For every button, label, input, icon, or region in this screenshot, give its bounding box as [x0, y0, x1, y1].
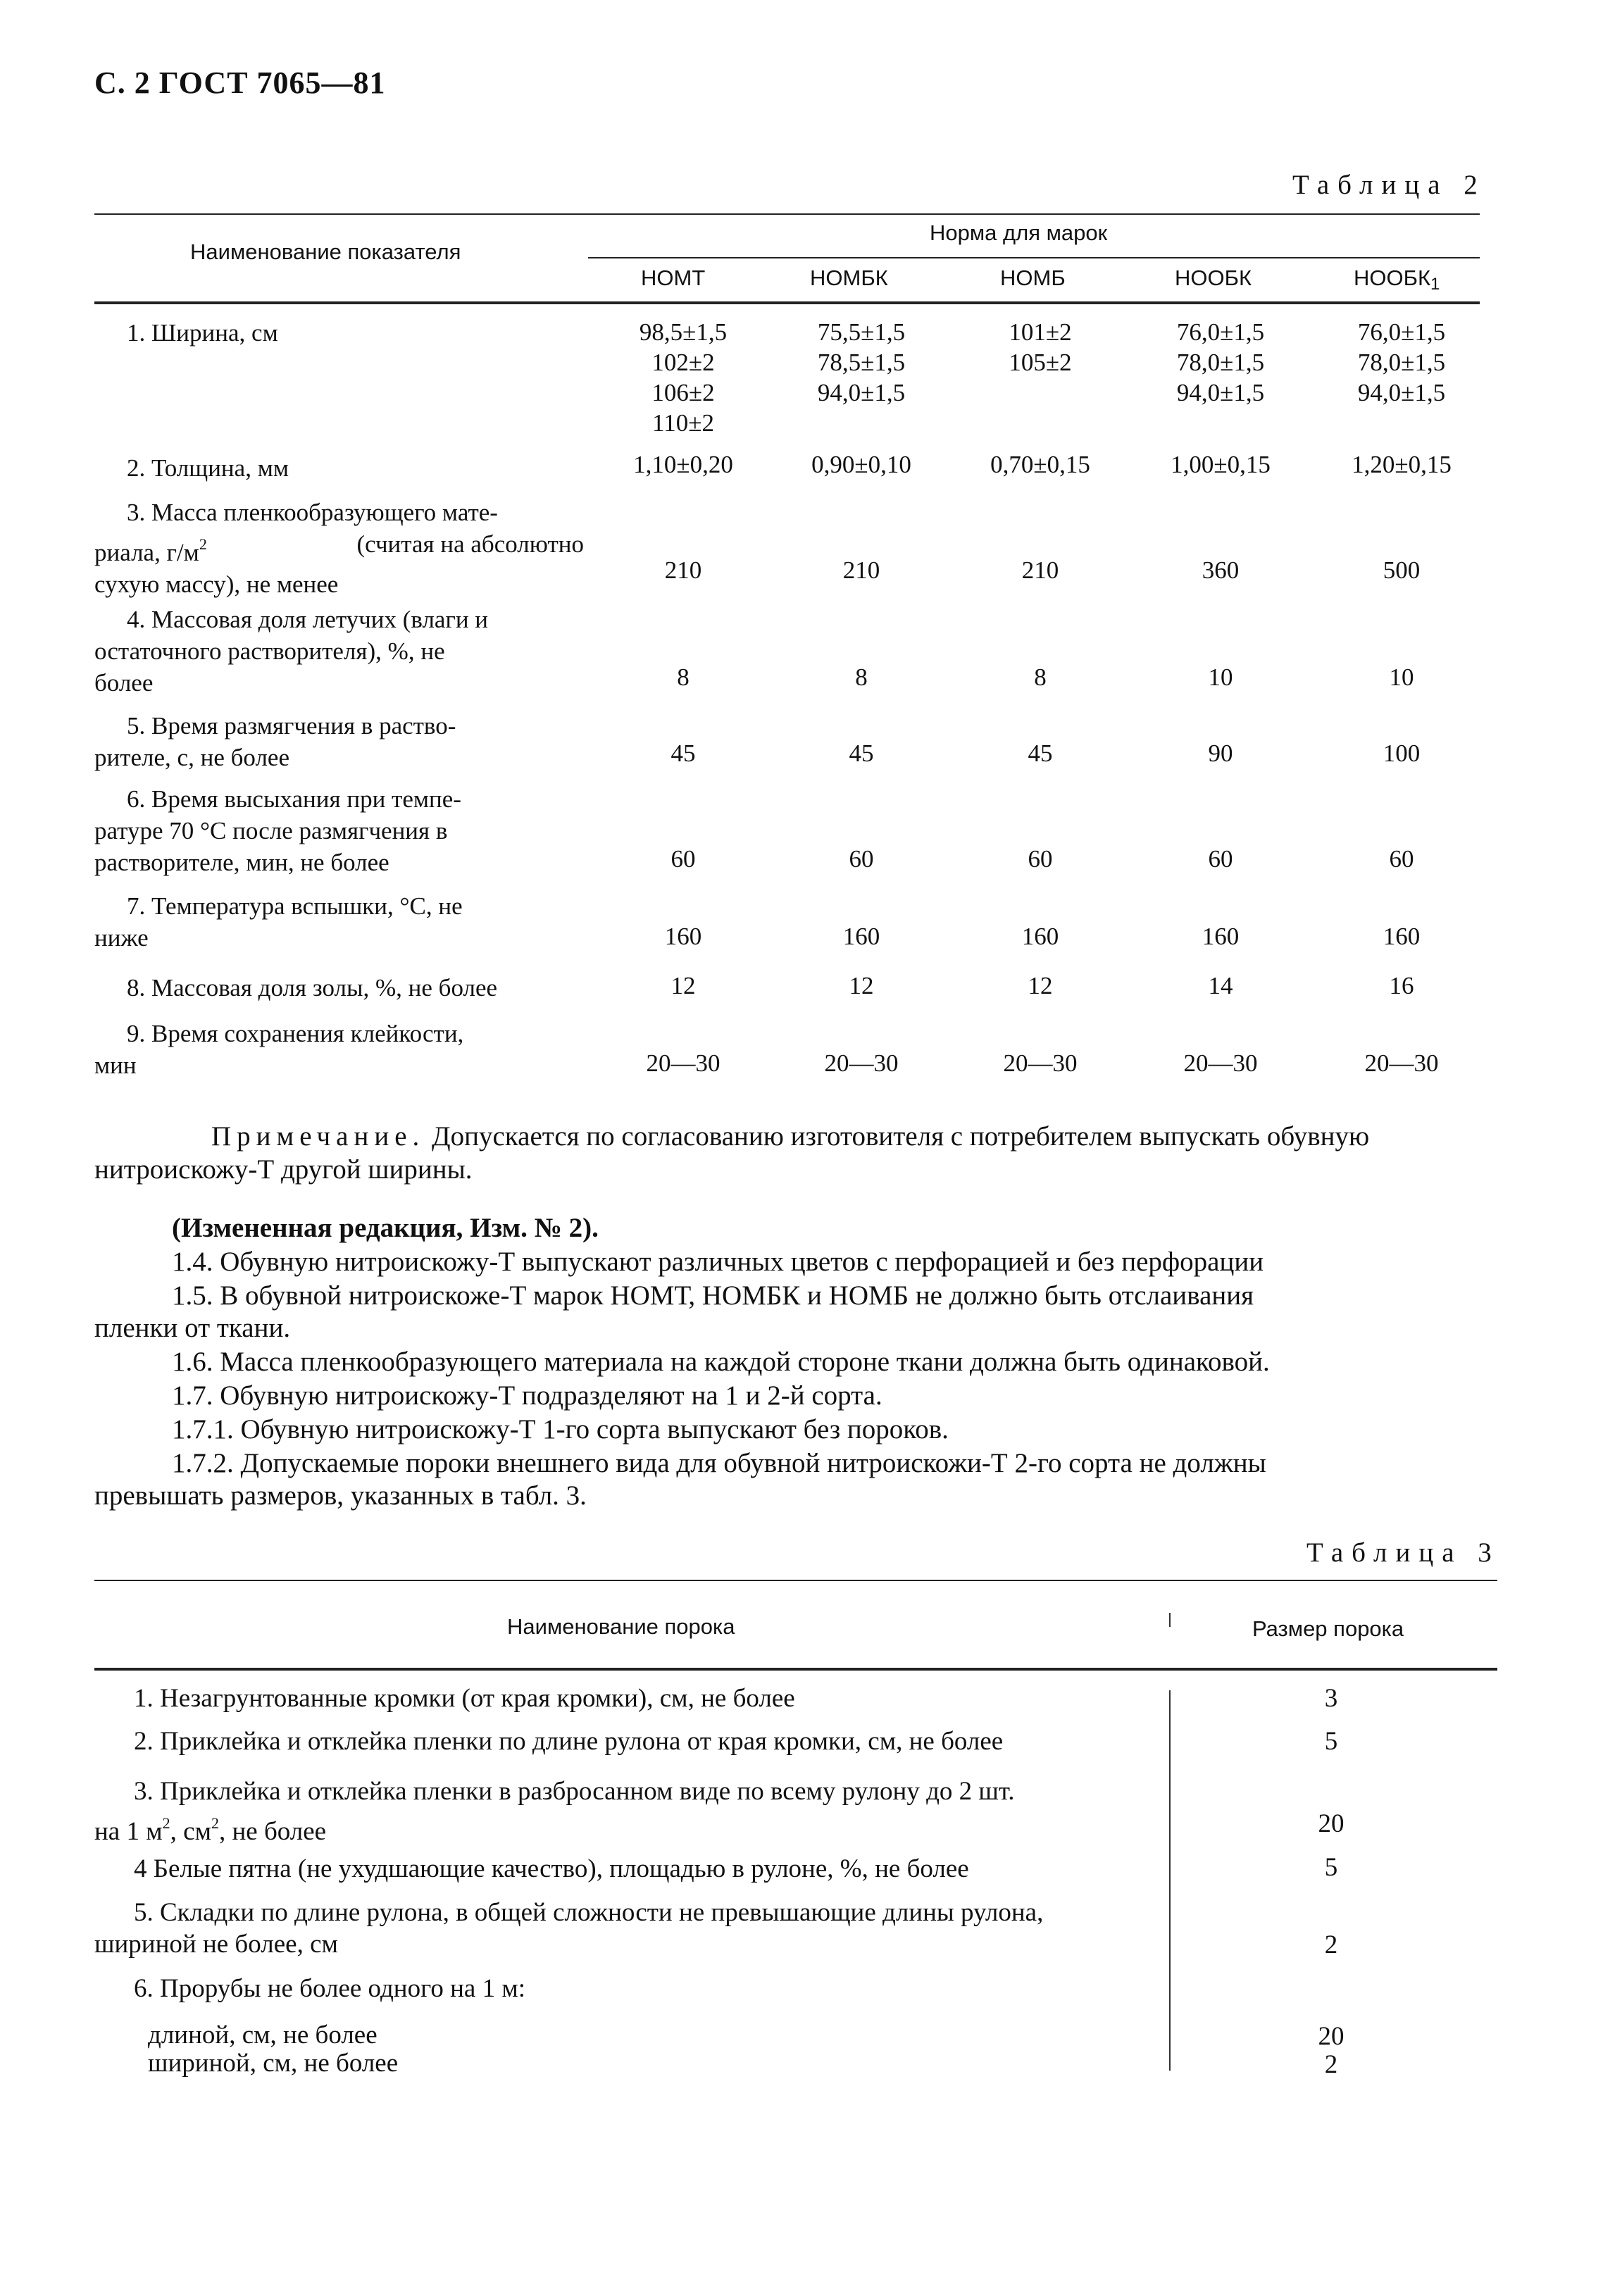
- t2-r3-c2: 210: [842, 556, 880, 584]
- t2-r9-c3: 20—30: [1003, 1049, 1078, 1077]
- t2-r9-c2: 20—30: [824, 1049, 899, 1077]
- brand-header-noobk: НООБК: [1175, 266, 1252, 290]
- table2-group-rule: [588, 257, 1480, 258]
- clause-1-5: 1.5. В обувной нитроискоже-Т марок НОМТ, НОМБК и НОМБ не должно быть отслаивания: [172, 1280, 1254, 1311]
- t3-row6a-label: длиной, см, не более: [148, 2021, 378, 2049]
- t2-r5-c4: 90: [1208, 740, 1233, 767]
- table3-caption: Таблица 3: [1306, 1537, 1500, 1568]
- clause-1-7-1: 1.7.1. Обувную нитроискожу-Т 1-го сорта выпускают без пороков.: [172, 1414, 949, 1445]
- table3-header-rule: [94, 1668, 1497, 1671]
- clause-1-7: 1.7. Обувную нитроискожу-Т подразделяют на 1 и 2-й сорта.: [172, 1380, 882, 1411]
- t3-row5-value: 2: [1324, 1930, 1338, 1959]
- brand-header-noobk1: $НООБК_1$: [1354, 266, 1440, 294]
- table3-header-divider: [1169, 1613, 1171, 1627]
- t3-row5-label-cont: шириной не более, см: [94, 1930, 338, 1959]
- t2-r1-c3: 101±2 105±2: [1009, 318, 1072, 376]
- t3-row1-value: 3: [1324, 1684, 1338, 1713]
- table3-top-rule: [94, 1580, 1497, 1581]
- t2-row9-label: 9. Время сохранения клейкости, мин: [94, 1020, 464, 1079]
- t2-row4-label: 4. Массовая доля летучих (влаги и остаточного растворителя), %, не более: [94, 606, 489, 697]
- t3-row2-value: 5: [1324, 1727, 1338, 1756]
- t3-row3-label: 3. Приклейка и отклейка пленки в разбросанном виде по всему рулону до 2 шт.: [134, 1777, 1015, 1806]
- t3-row3-label-cont: на 1 $м^2$, $см^2$, не более: [94, 1814, 327, 1846]
- t2-r1-c2: 75,5±1,5 78,5±1,5 94,0±1,5: [817, 318, 906, 406]
- t2-r5-c5: 100: [1383, 740, 1421, 767]
- t2-r8-c5: 16: [1389, 972, 1414, 999]
- table2-header-rule: [94, 301, 1480, 304]
- t3-row6b-value: 2: [1324, 2050, 1338, 2079]
- t2-row2-label: 2. Толщина, мм: [127, 454, 289, 482]
- brand-header-nomb: НОМБ: [1000, 266, 1066, 290]
- t2-r3-c4: 360: [1202, 556, 1240, 584]
- t2-r6-c4: 60: [1208, 845, 1233, 873]
- table2-note-cont: нитроискожу-Т другой ширины.: [94, 1154, 473, 1185]
- t2-r6-c3: 60: [1028, 845, 1053, 873]
- brand-header-nombk: НОМБК: [810, 266, 888, 290]
- t3-row1-label: 1. Незагрунтованные кромки (от края кромки), см, не более: [134, 1684, 795, 1713]
- t2-r2-c4: 1,00±0,15: [1171, 451, 1271, 478]
- t2-r1-c4: 76,0±1,5 78,0±1,5 94,0±1,5: [1176, 318, 1265, 406]
- t2-r8-c1: 12: [670, 972, 696, 999]
- table3-col1-header: Наименование порока: [507, 1614, 735, 1639]
- t3-row6a-value: 20: [1318, 2022, 1345, 2051]
- clause-1-5-cont: пленки от ткани.: [94, 1313, 291, 1343]
- t2-r8-c3: 12: [1028, 972, 1053, 999]
- t2-r7-c1: 160: [664, 923, 702, 950]
- t2-r3-c5: 500: [1383, 556, 1421, 584]
- t2-r6-c2: 60: [849, 845, 874, 873]
- t2-r5-c2: 45: [849, 740, 874, 767]
- t2-r2-c2: 0,90±0,10: [811, 451, 911, 478]
- t2-r9-c5: 20—30: [1364, 1049, 1439, 1077]
- t2-r4-c3: 8: [1034, 663, 1047, 691]
- t2-r2-c3: 0,70±0,15: [990, 451, 1090, 478]
- table2-top-rule: [94, 213, 1480, 215]
- t2-row7-label: 7. Температура вспышки, °С, не ниже: [94, 892, 463, 952]
- t3-row4-label: 4 Белые пятна (не ухудшающие качество), площадью в рулоне, %, не более: [134, 1854, 969, 1883]
- brand-header-nomt: НОМТ: [641, 266, 706, 290]
- t3-row2-label: 2. Приклейка и отклейка пленки по длине рулона от края кромки, см, не более: [134, 1727, 1004, 1756]
- t2-row8-label: 8. Массовая доля золы, %, не более: [127, 974, 498, 1002]
- page-header: С. 2 ГОСТ 7065—81: [94, 65, 386, 100]
- t2-r2-c5: 1,20±0,15: [1352, 451, 1452, 478]
- t2-r6-c5: 60: [1389, 845, 1414, 873]
- t3-row5-label: 5. Складки по длине рулона, в общей сложности не превышающие длины рулона,: [134, 1898, 1044, 1927]
- t2-row3-label: 3. Масса пленкообразующего мате- риала, $г/м^2$ (считая на абсолютно сухую массу), не менее: [94, 499, 584, 598]
- t2-r7-c3: 160: [1021, 923, 1059, 950]
- clause-1-4: 1.4. Обувную нитроискожу-Т выпускают различных цветов с перфорацией и без перфорации: [172, 1247, 1264, 1277]
- t2-r2-c1: 1,10±0,20: [633, 451, 733, 478]
- t2-r1-c5: 76,0±1,5 78,0±1,5 94,0±1,5: [1357, 318, 1446, 406]
- t2-r7-c2: 160: [842, 923, 880, 950]
- t2-r4-c4: 10: [1208, 663, 1233, 691]
- t3-row4-value: 5: [1324, 1853, 1338, 1882]
- t2-r7-c5: 160: [1383, 923, 1421, 950]
- t2-r8-c2: 12: [849, 972, 874, 999]
- revision-note: (Измененная редакция, Изм. № 2).: [172, 1213, 599, 1243]
- t2-r9-c4: 20—30: [1183, 1049, 1258, 1077]
- t2-row5-label: 5. Время размягчения в раство- рителе, с, не более: [94, 712, 456, 771]
- t2-row6-label: 6. Время высыхания при темпе- ратуре 70 °С после размягчения в растворителе, мин, не более: [94, 785, 461, 876]
- t2-row1-label: 1. Ширина, см: [127, 319, 278, 347]
- t2-r5-c1: 45: [670, 740, 696, 767]
- t3-row6b-label: шириной, см, не более: [148, 2049, 399, 2078]
- clause-1-6: 1.6. Масса пленкообразующего материала на каждой стороне ткани должна быть одинаковой.: [172, 1347, 1270, 1377]
- t2-r4-c5: 10: [1389, 663, 1414, 691]
- t2-r5-c3: 45: [1028, 740, 1053, 767]
- t2-r4-c2: 8: [855, 663, 868, 691]
- clause-1-7-2: 1.7.2. Допускаемые пороки внешнего вида для обувной нитроискожи-Т 2-го сорта не должны: [172, 1448, 1266, 1478]
- table2-name-header: Наименование показателя: [190, 239, 461, 264]
- table3-column-divider: [1169, 1690, 1171, 2071]
- t2-r8-c4: 14: [1208, 972, 1233, 999]
- t3-row6-label: 6. Прорубы не более одного на 1 м:: [134, 1974, 526, 2003]
- table2-note: Примечание. Допускается по согласованию изготовителя с потребителем выпускать обувную: [211, 1121, 1370, 1152]
- t2-r1-c1: 98,5±1,5 102±2 106±2 110±2: [639, 318, 728, 437]
- table2-caption: Таблица 2: [1292, 170, 1486, 200]
- table3-col2-header: Размер порока: [1252, 1616, 1404, 1641]
- t2-r3-c1: 210: [664, 556, 702, 584]
- t2-r3-c3: 210: [1021, 556, 1059, 584]
- t2-r7-c4: 160: [1202, 923, 1240, 950]
- t2-r4-c1: 8: [677, 663, 690, 691]
- clause-1-7-2-cont: превышать размеров, указанных в табл. 3.: [94, 1480, 587, 1511]
- t3-row3-value: 20: [1318, 1809, 1345, 1838]
- t2-r6-c1: 60: [670, 845, 696, 873]
- t2-r9-c1: 20—30: [646, 1049, 720, 1077]
- table2-group-header: Норма для марок: [930, 220, 1108, 245]
